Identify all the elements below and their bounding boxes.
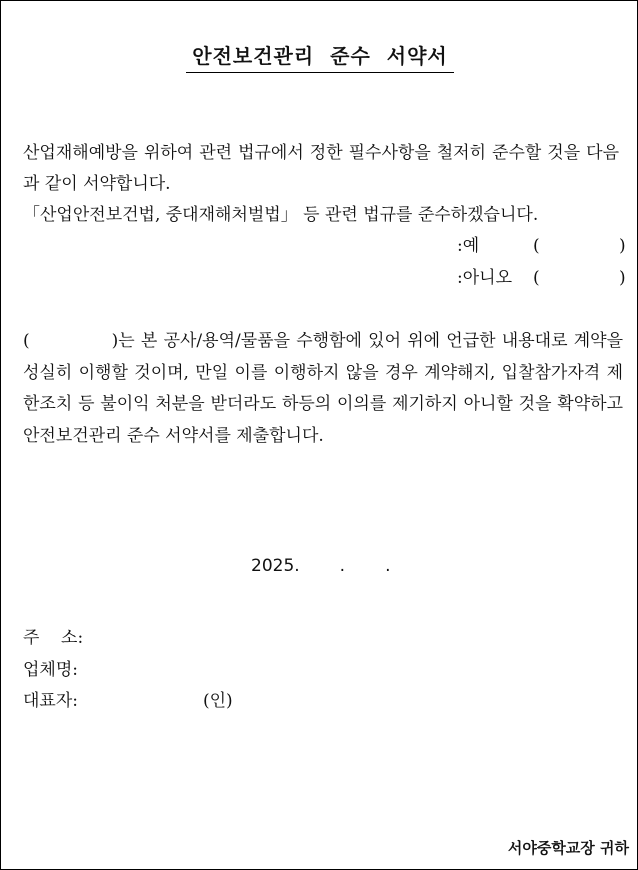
- document-title-wrap: [1, 40, 638, 73]
- law-compliance-line: 「산업안전보건법, 중대재해처벌법」 등 관련 법규를 준수하겠습니다.: [23, 205, 539, 225]
- date-year: 2025.: [251, 556, 300, 576]
- date-month-dot: .: [339, 556, 346, 576]
- seal-mark: (인): [203, 691, 233, 711]
- recipient-line: 서야중학교장 귀하: [507, 839, 629, 857]
- pledge-main-text: )는 본 공사/용역/물품을 수행함에 있어 위에 언급한 내용대로 계약을 성실히 이행할 것이며, 만일 이를 이행하지 않을 경우 계약해지, 입찰참가자격 제한조치 등 불이익 처분을 받더라도 하등의 이의를 제기하지 아니할 것을 확약하고 안전보건관리 준수 서약서를 제출합니다.: [23, 331, 623, 446]
- address-field: [23, 623, 83, 648]
- date-day-dot: .: [385, 556, 391, 576]
- option-yes-paren-open: (: [533, 236, 540, 256]
- pledge-main-paragraph: [23, 326, 623, 452]
- option-no-label: :아니오: [457, 268, 512, 288]
- date-line: [251, 556, 390, 576]
- company-name-label: 업체명:: [23, 660, 78, 680]
- pledge-intro-paragraph: 산업재해예방을 위하여 관련 법규에서 정한 필수사항을 철저히 준수할 것을 다음과 같이 서약합니다.: [23, 143, 619, 194]
- document-title: 안전보건관리 준수 서약서: [186, 40, 453, 73]
- option-no-paren-open: (: [533, 268, 540, 288]
- option-yes-label: :예: [457, 236, 480, 256]
- option-no-paren-close: ): [619, 268, 626, 288]
- company-blank-open: (: [23, 331, 30, 351]
- option-yes-paren-close: ): [619, 236, 626, 256]
- address-label: 주 소:: [23, 628, 84, 648]
- company-name-field: [23, 655, 78, 680]
- representative-field: [23, 686, 233, 711]
- representative-label: 대표자:: [23, 691, 78, 711]
